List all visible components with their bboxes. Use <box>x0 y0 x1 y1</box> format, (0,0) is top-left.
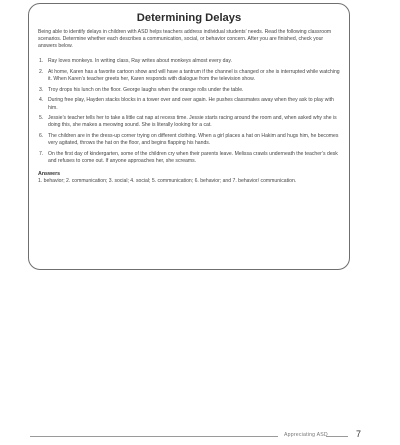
answers-heading: Answers <box>38 170 61 177</box>
scenario-text: Jessie’s teacher tells her to take a little cat nap at recess time. Jessie starts racing around the room and, when asked why she is doing this, she makes a meowing sound. She is literally looking for a cat. <box>48 115 337 129</box>
answers-text: 1. behavior; 2. communication; 3. social; 4. social; 5. communication; 6. behavior; and 7. behavior/ communication. <box>38 177 297 184</box>
activity-title: Determining Delays <box>136 12 242 24</box>
footer-rule-right <box>326 436 348 437</box>
scenario-item <box>38 97 340 111</box>
footer-label: Appreciating ASD <box>284 432 328 438</box>
scenario-item <box>38 69 340 83</box>
scenario-item <box>38 87 340 94</box>
scenario-number: 6. <box>39 133 44 139</box>
activity-intro: Being able to identify delays in children with ASD helps teachers address individual students’ needs. Read the following classroom scenarios. Determine whether each describes a communication, social, or behavior concern. After you are finished, check your answers below. <box>38 29 332 50</box>
scenario-text: On the first day of kindergarten, some of the children cry when their parents leave. Melissa crawls underneath the teacher’s desk and refuses to come out. If anyone approaches her, she screams. <box>48 150 338 164</box>
scenario-item <box>38 151 340 165</box>
scenario-item <box>38 133 340 147</box>
footer-rule <box>30 436 278 437</box>
scenario-text: Ray loves monkeys. In writing class, Ray writes about monkeys almost every day. <box>48 58 232 65</box>
scenario-number: 5. <box>39 115 44 122</box>
scenario-number: 1. <box>39 58 44 65</box>
scenario-list <box>38 58 340 165</box>
scenario-number: 4. <box>39 97 44 104</box>
scenario-text: Troy drops his lunch on the floor. George laughs when the orange rolls under the table. <box>48 86 244 93</box>
activity-box <box>28 3 350 270</box>
scenario-item <box>38 58 340 65</box>
scenario-item <box>38 115 340 129</box>
page-number: 7 <box>356 429 362 439</box>
scenario-text: During free play, Hayden stacks blocks in a tower over and over again. He pushes classmates away when they ask to play with him. <box>48 97 334 111</box>
scenario-number: 2. <box>39 68 44 75</box>
scenario-text: The children are in the dress-up corner trying on different clothing. When a girl places a hat on Hakim and hugs him, he becomes very agitated, throws the hat on the floor, and begins flapping his hands. <box>48 133 339 147</box>
scenario-text: At home, Karen has a favorite cartoon show and will have a tantrum if the channel is changed or she is interrupted while watching it. When Karen’s teacher greets her, Karen responds with dialogue from the television show. <box>48 68 340 83</box>
scenario-number: 7. <box>39 150 44 157</box>
scenario-number: 3. <box>39 86 44 93</box>
